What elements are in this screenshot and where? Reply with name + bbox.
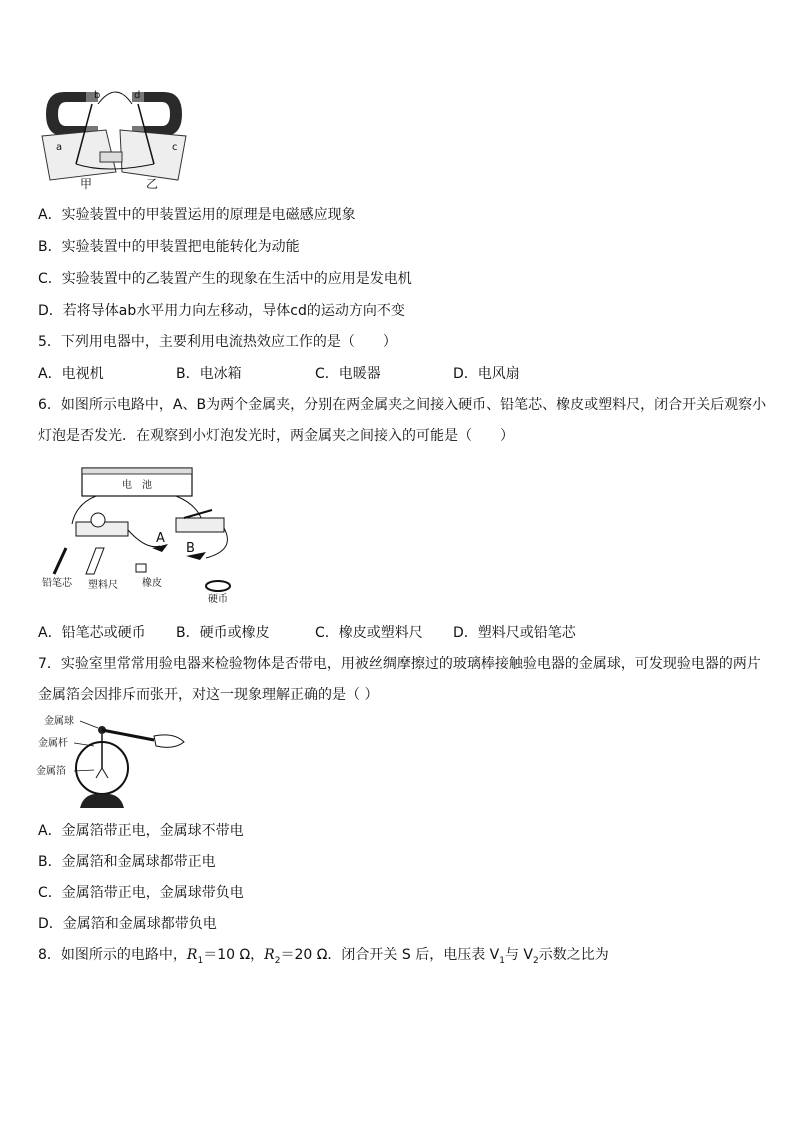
q7-option-a: A．金属箔带正电，金属球不带电: [38, 823, 244, 839]
label-d: d: [134, 90, 141, 101]
label-c: c: [172, 142, 178, 153]
q5-stem: 5．下列用电器中，主要利用电流热效应工作的是（ ）: [38, 334, 397, 350]
q5-option-a: A．电视机: [38, 366, 104, 382]
magnet-experiment-figure: [36, 84, 198, 192]
coin-label: 硬币: [208, 594, 228, 605]
q5-option-d: D．电风扇: [453, 366, 520, 382]
q8-v2-sub: 2: [533, 955, 539, 966]
q8-r1-value: ＝10 Ω，: [203, 947, 265, 963]
q8-r1-symbol: R: [186, 947, 198, 963]
rod-label: 金属杆: [38, 738, 68, 749]
q8-mid: 与 V: [504, 947, 533, 963]
circuit-clip-figure: [36, 460, 236, 606]
q6-option-d: D．塑料尺或铅笔芯: [453, 625, 576, 641]
q8-r1-sub: 1: [197, 955, 204, 966]
pencil-label: 铅笔芯: [42, 578, 72, 589]
label-yi: 乙: [146, 177, 159, 191]
q6-option-a: A．铅笔芯或硬币: [38, 625, 146, 641]
q7-option-b: B．金属箔和金属球都带正电: [38, 854, 216, 870]
q4-option-a: A．实验装置中的甲装置运用的原理是电磁感应现象: [38, 207, 356, 223]
q5-option-c: C．电暖器: [315, 366, 381, 382]
q5-option-b: B．电冰箱: [176, 366, 242, 382]
electroscope-figure: [34, 712, 194, 812]
q6-option-b: B．硬币或橡皮: [176, 625, 270, 641]
q4-option-b: B．实验装置中的甲装置把电能转化为动能: [38, 239, 300, 255]
q7-stem-line2: 金属箔会因排斥而张开，对这一现象理解正确的是（ ）: [38, 687, 379, 703]
q8-stem: [38, 946, 609, 970]
q8-r2-value: ＝20 Ω．闭合开关 S 后，电压表 V: [280, 947, 500, 963]
q8-r2-symbol: R: [264, 947, 275, 963]
q6-option-c: C．橡皮或塑料尺: [315, 625, 423, 641]
battery-label: 电 池: [122, 480, 152, 491]
q7-option-c: C．金属箔带正电，金属球带负电: [38, 885, 244, 901]
q4-option-c: C．实验装置中的乙装置产生的现象在生活中的应用是发电机: [38, 271, 412, 287]
q8-v1-sub: 1: [499, 955, 505, 966]
q7-stem-line1: 7．实验室里常常用验电器来检验物体是否带电，用被丝绸摩擦过的玻璃棒接触验电器的金属球，可发现验电器的两片: [38, 656, 761, 672]
label-b: b: [94, 90, 101, 101]
ball-label: 金属球: [44, 716, 74, 727]
q8-prefix: 8．如图所示的电路中，: [38, 947, 187, 963]
label-jia: 甲: [80, 177, 93, 191]
clip-b-label: B: [186, 541, 195, 556]
label-a: a: [56, 142, 63, 153]
q6-stem-line2: 灯泡是否发光．在观察到小灯泡发光时，两金属夹之间接入的可能是（ ）: [38, 428, 514, 444]
eraser-label: 橡皮: [142, 578, 162, 589]
q6-stem-line1: 6．如图所示电路中，A、B为两个金属夹，分别在两金属夹之间接入硬币、铅笔芯、橡皮或塑料尺，闭合开关后观察小: [38, 397, 767, 413]
q4-option-d: D．若将导体ab水平用力向左移动，导体cd的运动方向不变: [38, 303, 405, 319]
q7-option-d: D．金属箔和金属球都带负电: [38, 916, 217, 932]
clip-a-label: A: [156, 531, 165, 546]
q8-r2-sub: 2: [274, 955, 281, 966]
ruler-label: 塑料尺: [88, 580, 118, 591]
q8-suffix: 示数之比为: [538, 947, 609, 963]
foil-label: 金属箔: [36, 766, 66, 777]
